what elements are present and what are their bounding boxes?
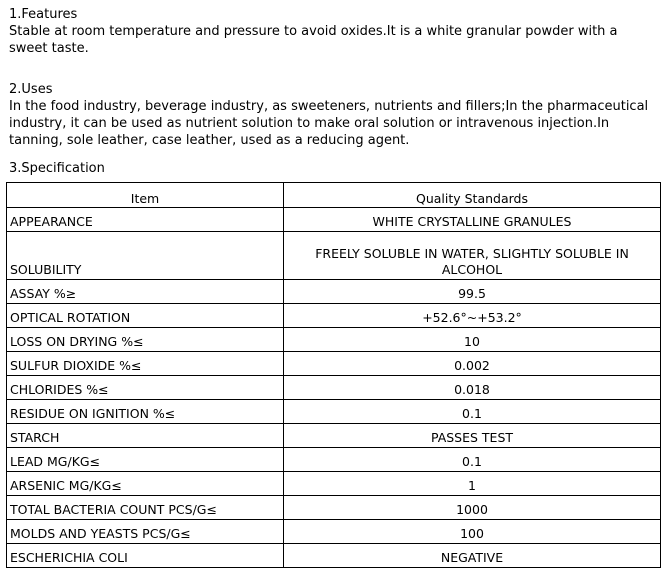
spec-standard-cell: 100 <box>284 520 661 544</box>
column-header-quality-standards: Quality Standards <box>284 183 661 208</box>
spec-standard-cell: WHITE CRYSTALLINE GRANULES <box>284 208 661 232</box>
spec-standard-cell: +52.6°~+53.2° <box>284 304 661 328</box>
spec-standard-cell: 1000 <box>284 496 661 520</box>
column-header-item: Item <box>7 183 284 208</box>
uses-text: In the food industry, beverage industry, as sweeteners, nutrients and fillers;In the pharmaceutical industry, it can be used as nutrient solution to make oral solution or intravenous injection.In tanning, sole leather, case leather, used as a reducing agent. <box>9 99 649 148</box>
uses-heading: 2.Uses <box>9 82 53 97</box>
spec-standard-cell: 0.002 <box>284 352 661 376</box>
spec-standard-cell: 0.1 <box>284 448 661 472</box>
table-row <box>7 472 661 496</box>
table-row <box>7 496 661 520</box>
spec-item-cell: CHLORIDES %≤ <box>7 376 284 400</box>
spec-item-cell: ASSAY %≥ <box>7 280 284 304</box>
spec-item-cell: LEAD MG/KG≤ <box>7 448 284 472</box>
features-text: Stable at room temperature and pressure to avoid oxides.It is a white granular powder with a sweet taste. <box>9 24 618 56</box>
spec-standard-cell: 0.018 <box>284 376 661 400</box>
spec-item-cell: APPEARANCE <box>7 208 284 232</box>
table-row <box>7 376 661 400</box>
table-row <box>7 232 661 280</box>
features-section <box>9 6 659 57</box>
table-header-row <box>7 183 661 208</box>
spec-item-cell: LOSS ON DRYING %≤ <box>7 328 284 352</box>
spec-standard-cell: FREELY SOLUBLE IN WATER, SLIGHTLY SOLUBLE IN ALCOHOL <box>284 232 661 280</box>
specification-table <box>6 182 661 568</box>
specification-table-body <box>7 208 661 568</box>
features-heading: 1.Features <box>9 7 78 22</box>
table-row <box>7 424 661 448</box>
table-row <box>7 520 661 544</box>
table-row <box>7 352 661 376</box>
spec-item-cell: RESIDUE ON IGNITION %≤ <box>7 400 284 424</box>
spec-standard-cell: PASSES TEST <box>284 424 661 448</box>
spec-item-cell: OPTICAL ROTATION <box>7 304 284 328</box>
spec-standard-cell: 1 <box>284 472 661 496</box>
table-row <box>7 544 661 568</box>
spec-item-cell: SOLUBILITY <box>7 232 284 280</box>
table-row <box>7 208 661 232</box>
spec-item-cell: STARCH <box>7 424 284 448</box>
table-row <box>7 448 661 472</box>
table-row <box>7 400 661 424</box>
spec-item-cell: TOTAL BACTERIA COUNT PCS/G≤ <box>7 496 284 520</box>
spec-item-cell: MOLDS AND YEASTS PCS/G≤ <box>7 520 284 544</box>
table-row <box>7 280 661 304</box>
table-row <box>7 328 661 352</box>
spec-standard-cell: NEGATIVE <box>284 544 661 568</box>
table-row <box>7 304 661 328</box>
spec-standard-cell: 99.5 <box>284 280 661 304</box>
uses-section <box>9 81 659 149</box>
spec-item-cell: SULFUR DIOXIDE %≤ <box>7 352 284 376</box>
spec-standard-cell: 10 <box>284 328 661 352</box>
specification-heading: 3.Specification <box>9 161 105 176</box>
spec-item-cell: ESCHERICHIA COLI <box>7 544 284 568</box>
spec-standard-cell: 0.1 <box>284 400 661 424</box>
spec-item-cell: ARSENIC MG/KG≤ <box>7 472 284 496</box>
